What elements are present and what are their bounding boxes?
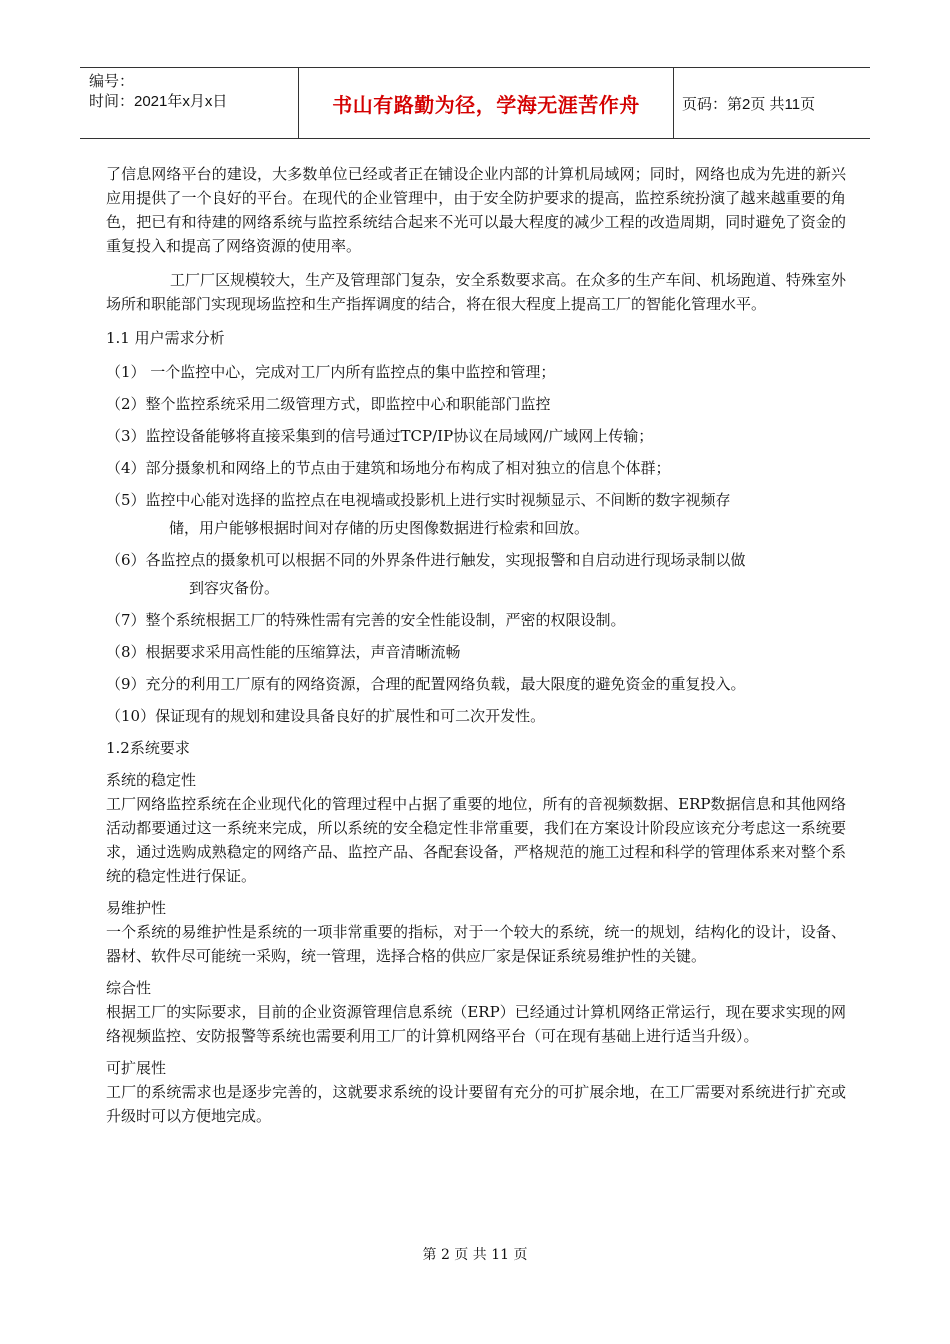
header-page-code: 页码：第2页 共11页 bbox=[682, 95, 816, 113]
requirement-item bbox=[106, 608, 846, 632]
requirement-item bbox=[106, 488, 846, 540]
block-heading-extensibility: 可扩展性 bbox=[106, 1059, 167, 1077]
requirement-item bbox=[106, 640, 846, 664]
requirement-item bbox=[106, 456, 846, 480]
document-body bbox=[106, 162, 846, 1128]
requirement-continuation: 到容灾备份。 bbox=[189, 579, 280, 597]
requirement-item bbox=[106, 424, 846, 448]
requirement-text: （3）监控设备能够将直接采集到的信号通过TCP/IP协议在局域网/广域网上传输； bbox=[106, 427, 654, 445]
block-body-stability: 工厂网络监控系统在企业现代化的管理过程中占据了重要的地位，所有的音视频数据、ERP数据信息和其他网络活动都要通过这一系统来完成，所以系统的安全稳定性非常重要，我们在方案设计阶段应该充分考虑这一系统要求，通过选购成熟稳定的网络产品、监控产品、各配套设备，严格规范的施工过程和科学的管理体系来对整个系统的稳定性进行保证。 bbox=[106, 795, 846, 885]
requirement-item bbox=[106, 548, 846, 600]
requirement-text: （6）各监控点的摄象机可以根据不同的外界条件进行触发，实现报警和自启动进行现场录制以做 bbox=[106, 551, 746, 569]
block-body-maintainability: 一个系统的易维护性是系统的一项非常重要的指标，对于一个较大的系统，统一的规划，结构化的设计，设备、器材、软件尽可能统一采购，统一管理，选择合格的供应厂家是保证系统易维护性的关键。 bbox=[106, 923, 846, 965]
page-header bbox=[80, 67, 870, 139]
block-body-integration: 根据工厂的实际要求，目前的企业资源管理信息系统（ERP）已经通过计算机网络正常运行，现在要求实现的网络视频监控、安防报警等系统也需要利用工厂的计算机网络平台（可在现有基础上进行适当升级）。 bbox=[106, 1003, 846, 1045]
requirement-text: （8）根据要求采用高性能的压缩算法，声音清晰流畅 bbox=[106, 643, 461, 661]
block-heading-stability: 系统的稳定性 bbox=[106, 771, 197, 789]
block-body-extensibility: 工厂的系统需求也是逐步完善的，这就要求系统的设计要留有充分的可扩展余地，在工厂需要对系统进行扩充或升级时可以方便地完成。 bbox=[106, 1083, 846, 1125]
header-motto: 书山有路勤为径，学海无涯苦作舟 bbox=[299, 68, 674, 138]
section-2-title: 1.2系统要求 bbox=[106, 739, 190, 757]
header-meta bbox=[80, 68, 299, 138]
requirement-item bbox=[106, 392, 846, 416]
number-label: 编号： bbox=[89, 73, 135, 90]
intro-paragraph-2: 工厂厂区规模较大，生产及管理部门复杂，安全系数要求高。在众多的生产车间、机场跑道、特殊室外场所和职能部门实现现场监控和生产指挥调度的结合，将在很大程度上提高工厂的智能化管理水平。 bbox=[106, 271, 846, 313]
requirement-continuation: 储，用户能够根据时间对存储的历史图像数据进行检索和回放。 bbox=[169, 519, 590, 537]
requirement-item bbox=[106, 704, 846, 728]
block-heading-integration: 综合性 bbox=[106, 979, 152, 997]
requirement-text: （2）整个监控系统采用二级管理方式，即监控中心和职能部门监控 bbox=[106, 395, 551, 413]
intro-paragraph-1: 了信息网络平台的建设，大多数单位已经或者正在铺设企业内部的计算机局域网；同时，网络也成为先进的新兴应用提供了一个良好的平台。在现代的企业管理中，由于安全防护要求的提高，监控系统扮演了越来越重要的角色，把已有和待建的网络系统与监控系统结合起来不光可以最大程度的减少工程的改造周期，同时避免了资金的重复投入和提高了网络资源的使用率。 bbox=[106, 165, 846, 255]
block-heading-maintainability: 易维护性 bbox=[106, 899, 167, 917]
requirement-item bbox=[106, 672, 846, 696]
time-label: 时间：2021年x月x日 bbox=[89, 93, 228, 110]
page-footer: 第 2 页 共 11 页 bbox=[422, 1247, 528, 1263]
requirement-item bbox=[106, 360, 846, 384]
requirement-text: （10）保证现有的规划和建设具备良好的扩展性和可二次开发性。 bbox=[106, 707, 546, 725]
requirement-text: （1） 一个监控中心，完成对工厂内所有监控点的集中监控和管理； bbox=[106, 363, 556, 381]
section-1-title: 1.1 用户需求分析 bbox=[106, 329, 225, 347]
requirement-text: （5）监控中心能对选择的监控点在电视墙或投影机上进行实时视频显示、不间断的数字视频存 bbox=[106, 491, 731, 509]
requirement-text: （9）充分的利用工厂原有的网络资源，合理的配置网络负载，最大限度的避免资金的重复投入。 bbox=[106, 675, 746, 693]
requirement-text: （7）整个系统根据工厂的特殊性需有完善的安全性能设制，严密的权限设制。 bbox=[106, 611, 626, 629]
requirement-text: （4）部分摄象机和网络上的节点由于建筑和场地分布构成了相对独立的信息个体群； bbox=[106, 459, 671, 477]
